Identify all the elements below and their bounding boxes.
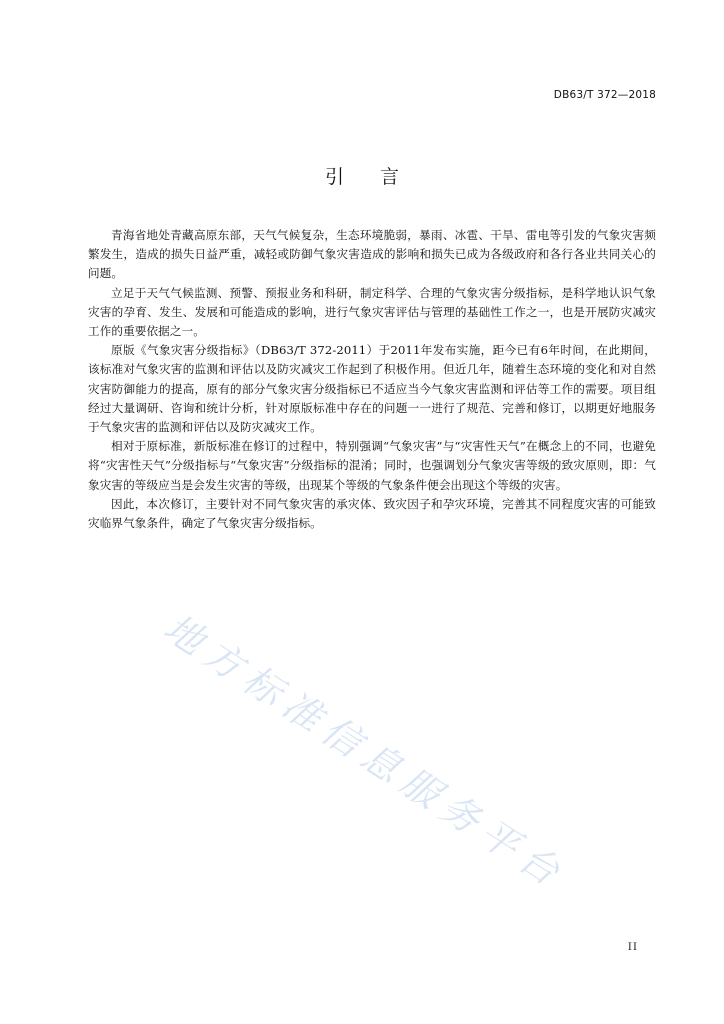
paragraph: 相对于原标准，新版标准在修订的过程中，特别强调“气象灾害”与“灾害性天气”在概念上的不同，也避免将“灾害性天气”分级指标与“气象灾害”分级指标的混淆；同时，也强调划分气象灾害等级的致灾原则，即：气象灾害的等级应当是会发生灾害的等级，出现某个等级的气象条件便会出现这个等级的灾害。 [88, 439, 656, 492]
paragraph: 立足于天气气候监测、预警、预报业务和科研，制定科学、合理的气象灾害分级指标，是科学地认识气象灾害的孕育、发生、发展和可能造成的影响，进行气象灾害评估与管理的基础性工作之一，也是开展防灾减灾工作的重要依据之一。 [88, 285, 656, 339]
watermark: 地方标准信息服务平台 [156, 605, 575, 899]
page-number: II [627, 941, 638, 953]
paragraph: 原版《气象灾害分级指标》（DB63/T 372-2011）于2011年发布实施，距今已有6年时间，在此期间，该标准对气象灾害的监测和评估以及防灾减灾工作起到了积极作用。但近几年，随着生态环境的变化和对自然灾害防御能力的提高，原有的部分气象灾害分级指标已不适应当今气象灾害监测和评估等工作的需要。项目组经过大量调研、咨询和统计分析，针对原版标准中存在的问题一一进行了规范、完善和修订，以期更好地服务于气象灾害的监测和评估以及防灾减灾工作。 [88, 343, 656, 435]
introduction-body [88, 226, 656, 533]
paragraph: 青海省地处青藏高原东部，天气气候复杂，生态环境脆弱，暴雨、冰雹、干旱、雷电等引发的气象灾害频繁发生，造成的损失日益严重，减轻或防御气象灾害造成的影响和损失已成为各级政府和各行各业共同关心的问题。 [88, 228, 656, 281]
paragraph: 因此，本次修订，主要针对不同气象灾害的承灾体、致灾因子和孕灾环境，完善其不同程度灾害的可能致灾临界气象条件，确定了气象灾害分级指标。 [88, 496, 656, 531]
standard-code: DB63/T 372—2018 [553, 89, 656, 101]
page-title: 引言 [324, 166, 435, 188]
